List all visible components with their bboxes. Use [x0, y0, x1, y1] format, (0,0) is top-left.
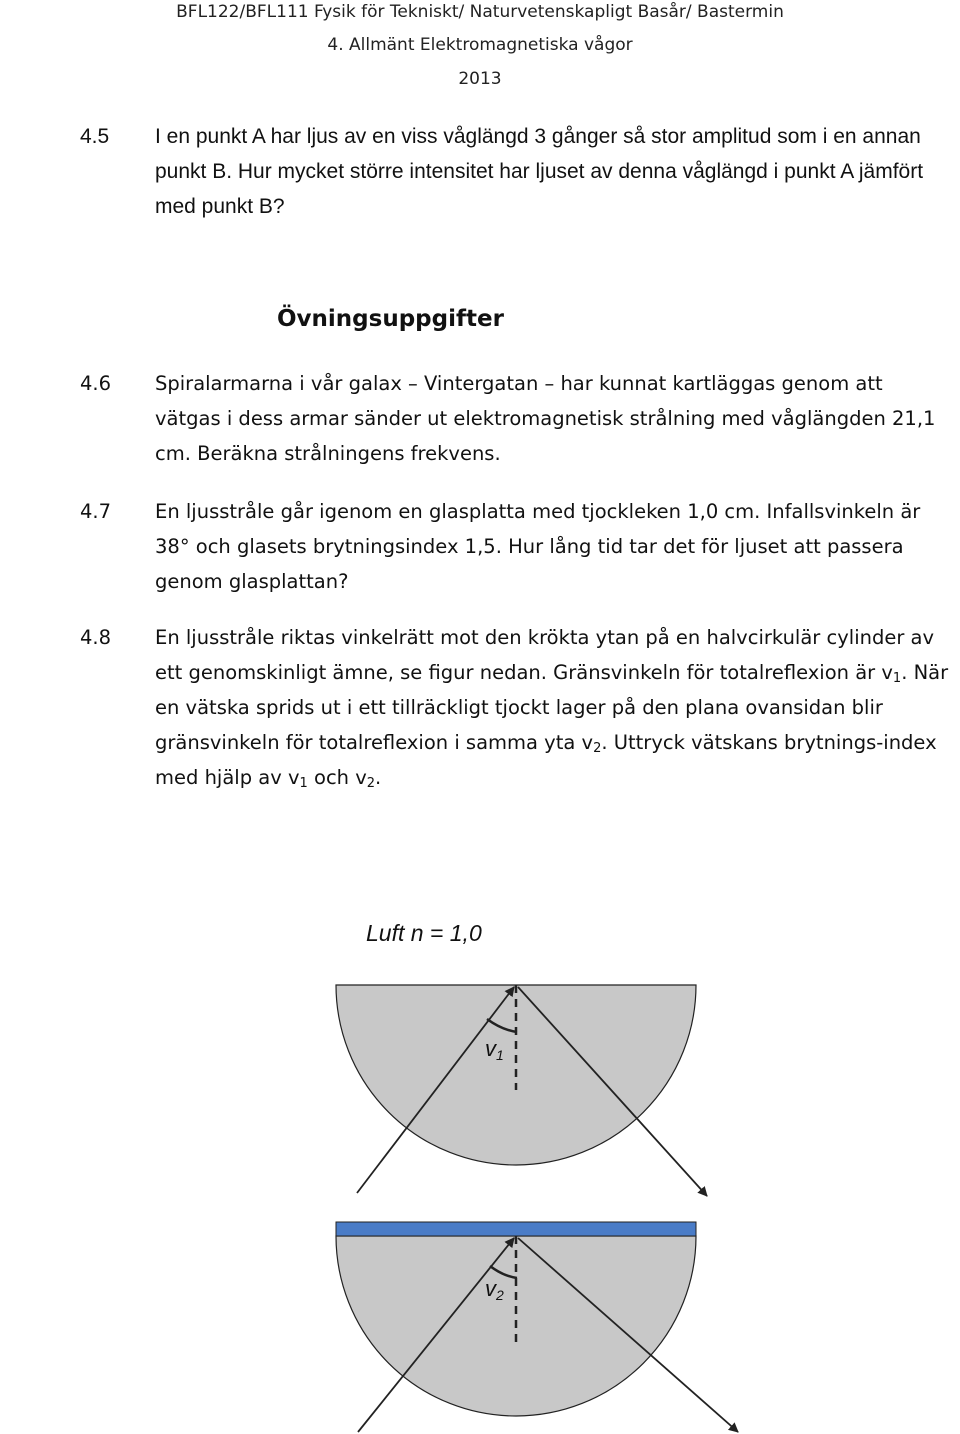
header-chapter: 4. Allmänt Elektromagnetiska vågor [327, 35, 633, 55]
problem-number: 4.8 [80, 626, 112, 649]
angle-label-v1: v1 [485, 1036, 504, 1063]
header-year: 2013 [458, 69, 502, 89]
problem-text: En ljusstråle går igenom en glasplatta med tjockleken 1,0 cm. Infallsvinkeln är 38° och glasets brytningsindex 1,5. Hur lång tid tar det för ljuset att passera genom glasplattan? [155, 500, 921, 593]
header-course: BFL122/BFL111 Fysik för Tekniskt/ Naturvetenskapligt Basår/ Bastermin [176, 2, 784, 22]
problem-number: 4.7 [80, 500, 112, 523]
angle-label-v2: v2 [485, 1276, 504, 1303]
total-reflection-figure [300, 900, 760, 1434]
section-title: Övningsuppgifter [277, 306, 504, 332]
problem-text: I en punkt A har ljus av en viss våglängd 3 gånger så stor amplitud som i en annan punkt B. Hur mycket större intensitet har ljuset av denna våglängd i punkt A jämfört med punkt B? [155, 125, 924, 218]
problem-number: 4.6 [80, 372, 112, 395]
problem-number: 4.5 [80, 125, 110, 148]
liquid-layer [336, 1222, 696, 1236]
air-label: Luft n = 1,0 [366, 920, 482, 946]
problem-text: Spiralarmarna i vår galax – Vintergatan – har kunnat kartläggas genom att vätgas i dess armar sänder ut elektromagnetisk strålning med våglängden 21,1 cm. Beräkna strålningens frekvens. [155, 372, 936, 465]
problem-text: En ljusstråle riktas vinkelrätt mot den krökta ytan på en halvcirkulär cylinder av ett genomskinligt ämne, se figur nedan. Gränsvinkeln för totalreflexion är $v_1$. När en vätska sprids ut i ett tillräckligt tjockt lager på den plana ovansidan blir gränsvinkeln för totalreflexion i samma yta $v_2$. Uttryck vätskans brytnings-index med hjälp av $v_1$ och $v_2$. [155, 626, 949, 791]
